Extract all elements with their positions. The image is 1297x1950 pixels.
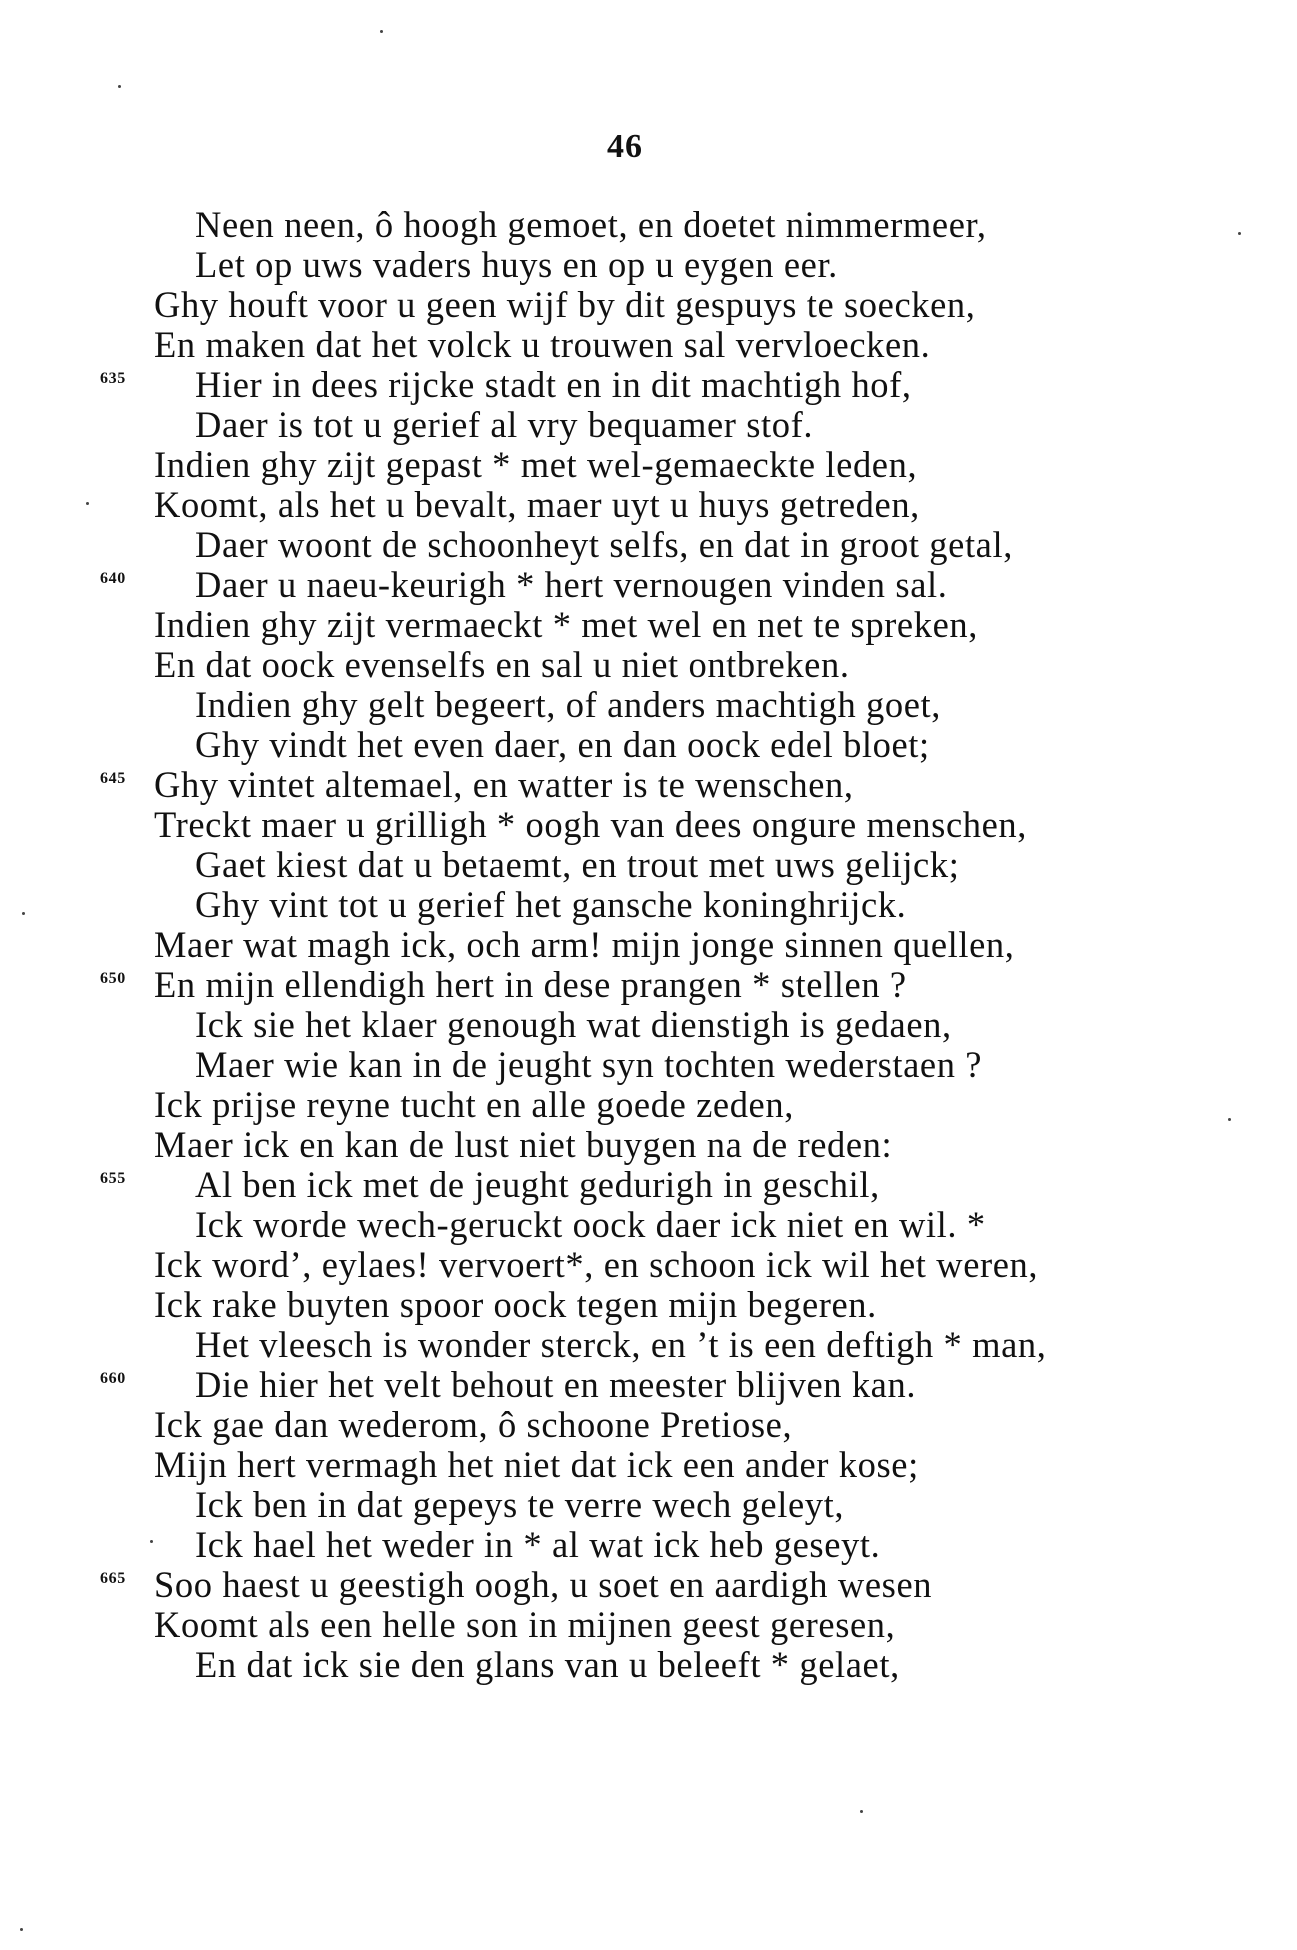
page-number: 46 <box>607 128 643 165</box>
verse-text: Koomt, als het u bevalt, maer uyt u huys getreden, <box>154 484 920 525</box>
verse-line <box>100 1085 1200 1125</box>
verse-line <box>100 205 1200 245</box>
line-number: 660 <box>100 1370 126 1387</box>
verse-line <box>100 965 1200 1005</box>
verse-line <box>100 885 1200 925</box>
verse-text: Mijn hert vermagh het niet dat ick een ander kose; <box>154 1444 919 1485</box>
line-number: 640 <box>100 570 126 587</box>
verse-line <box>100 1285 1200 1325</box>
verse-text: Ick gae dan wederom, ô schoone Pretiose, <box>154 1404 793 1445</box>
verse-line <box>100 285 1200 325</box>
verse-text: Daer woont de schoonheyt selfs, en dat in groot getal, <box>195 524 1013 565</box>
verse-line <box>100 365 1200 405</box>
verse-text: En mijn ellendigh hert in dese prangen * stellen ? <box>154 964 907 1005</box>
verse-line <box>100 1005 1200 1045</box>
verse-text: Die hier het velt behout en meester blijven kan. <box>195 1364 917 1405</box>
verse-line <box>100 805 1200 845</box>
verse-text: Maer wie kan in de jeught syn tochten wederstaen ? <box>195 1044 983 1085</box>
verse-text: Ick ben in dat gepeys te verre wech geleyt, <box>195 1484 845 1525</box>
verse-line <box>100 925 1200 965</box>
verse-text: Indien ghy zijt gepast * met wel-gemaeckte leden, <box>154 444 918 485</box>
line-number: 665 <box>100 1570 126 1587</box>
scan-speck <box>1228 1118 1231 1121</box>
scan-speck <box>22 912 25 915</box>
verse-line <box>100 525 1200 565</box>
verse-text: Maer ick en kan de lust niet buygen na de reden: <box>154 1124 893 1165</box>
verse-line <box>100 605 1200 645</box>
line-number: 650 <box>100 970 126 987</box>
verse-line <box>100 1245 1200 1285</box>
verse-line <box>100 1405 1200 1445</box>
verse-line <box>100 325 1200 365</box>
verse-text: Ick hael het weder in * al wat ick heb geseyt. <box>195 1524 881 1565</box>
verse-text: Ick prijse reyne tucht en alle goede zeden, <box>154 1084 794 1125</box>
verse-text: Ick worde wech-geruckt oock daer ick niet en wil. * <box>195 1204 986 1245</box>
verse-line <box>100 1565 1200 1605</box>
verse-text: Neen neen, ô hoogh gemoet, en doetet nimmermeer, <box>195 204 987 245</box>
scan-speck <box>118 85 121 88</box>
verse-line <box>100 1365 1200 1405</box>
scan-speck <box>380 30 383 33</box>
verse-text: Ghy houft voor u geen wijf by dit gespuys te soecken, <box>154 284 976 325</box>
verse-line <box>100 1045 1200 1085</box>
verse-line <box>100 765 1200 805</box>
verse-text: Maer wat magh ick, och arm! mijn jonge sinnen quellen, <box>154 924 1015 965</box>
verse-text: Ghy vintet altemael, en watter is te wenschen, <box>154 764 854 805</box>
verse-line <box>100 1325 1200 1365</box>
scan-speck <box>86 502 89 505</box>
line-number: 635 <box>100 370 126 387</box>
verse-text: Koomt als een helle son in mijnen geest geresen, <box>154 1604 896 1645</box>
verse-line <box>100 685 1200 725</box>
verse-line <box>100 1445 1200 1485</box>
verse-line <box>100 245 1200 285</box>
line-number: 655 <box>100 1170 126 1187</box>
verse-text: En dat ick sie den glans van u beleeft * gelaet, <box>195 1644 900 1685</box>
verse-line <box>100 1525 1200 1565</box>
verse-text: Daer u naeu-keurigh * hert vernougen vinden sal. <box>195 564 948 605</box>
verse-text: Ick sie het klaer genough wat dienstigh is gedaen, <box>195 1004 952 1045</box>
scan-speck <box>860 1810 863 1813</box>
verse-line <box>100 405 1200 445</box>
verse-text: Daer is tot u gerief al vry bequamer stof. <box>195 404 814 445</box>
verse-text: Ghy vindt het even daer, en dan oock edel bloet; <box>195 724 930 765</box>
verse-line <box>100 1645 1200 1685</box>
verse-text: Soo haest u geestigh oogh, u soet en aardigh wesen <box>154 1564 933 1605</box>
verse-line <box>100 645 1200 685</box>
line-number: 645 <box>100 770 126 787</box>
verse-text: En dat oock evenselfs en sal u niet ontbreken. <box>154 644 850 685</box>
verse-line <box>100 1125 1200 1165</box>
verse-line <box>100 565 1200 605</box>
verse-text: Indien ghy gelt begeert, of anders machtigh goet, <box>195 684 941 725</box>
verse-line <box>100 1205 1200 1245</box>
verse-text: Treckt maer u grilligh * oogh van dees ongure menschen, <box>154 804 1027 845</box>
scan-speck <box>20 1928 23 1931</box>
verse-text: Ick word’, eylaes! vervoert*, en schoon ick wil het weren, <box>154 1244 1039 1285</box>
verse-line <box>100 1485 1200 1525</box>
poem-text <box>100 205 1200 1685</box>
verse-text: Ick rake buyten spoor oock tegen mijn begeren. <box>154 1284 877 1325</box>
verse-text: En maken dat het volck u trouwen sal vervloecken. <box>154 324 931 365</box>
verse-line <box>100 845 1200 885</box>
verse-line <box>100 1165 1200 1205</box>
scan-speck <box>1238 232 1241 235</box>
verse-line <box>100 725 1200 765</box>
verse-text: Hier in dees rijcke stadt en in dit machtigh hof, <box>195 364 912 405</box>
verse-text: Let op uws vaders huys en op u eygen eer. <box>195 244 838 285</box>
verse-line <box>100 485 1200 525</box>
verse-line <box>100 1605 1200 1645</box>
verse-text: Het vleesch is wonder sterck, en ’t is een deftigh * man, <box>195 1324 1047 1365</box>
verse-text: Al ben ick met de jeught gedurigh in geschil, <box>195 1164 880 1205</box>
verse-text: Indien ghy zijt vermaeckt * met wel en net te spreken, <box>154 604 978 645</box>
scan-speck <box>150 1540 153 1543</box>
verse-line <box>100 445 1200 485</box>
verse-text: Gaet kiest dat u betaemt, en trout met uws gelijck; <box>195 844 960 885</box>
verse-text: Ghy vint tot u gerief het gansche koninghrijck. <box>195 884 907 925</box>
